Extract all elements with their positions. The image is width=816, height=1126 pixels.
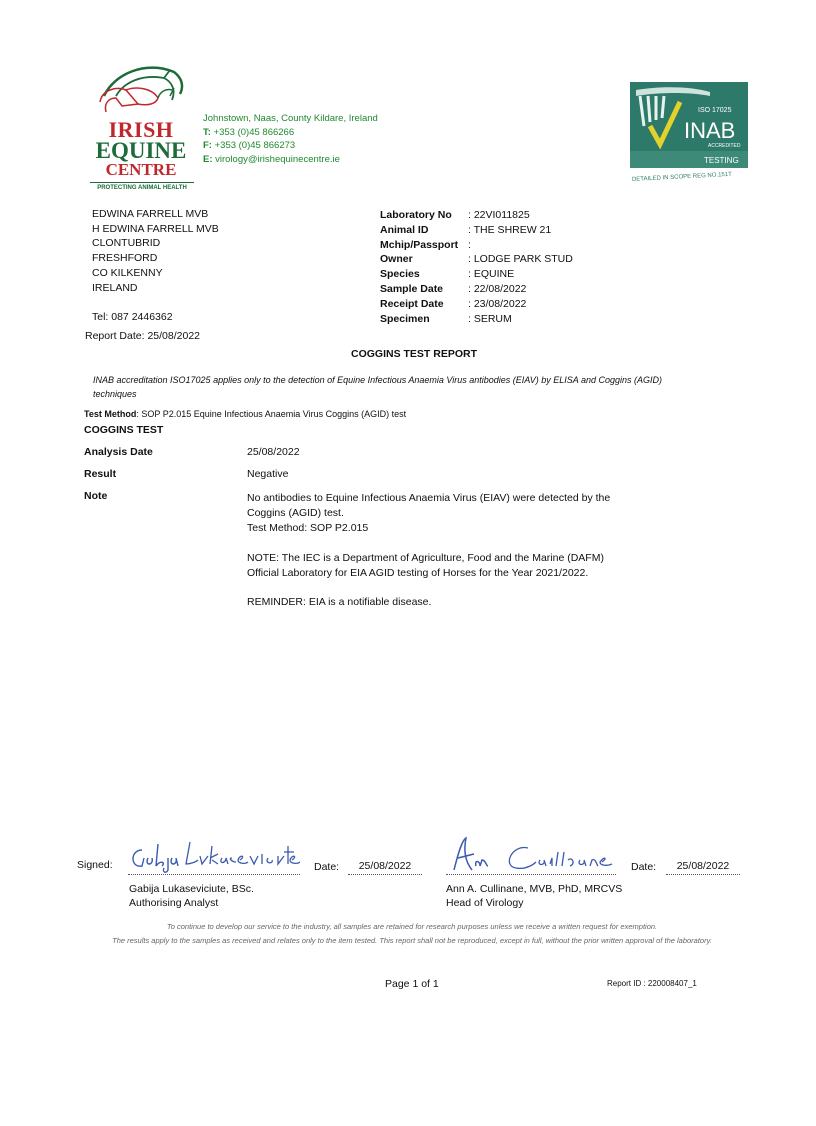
signature-1-line [128, 874, 300, 875]
lab-info-key: Mchip/Passport [380, 238, 459, 251]
date-label-2: Date: [631, 861, 657, 873]
signature-1-name: Gabija Lukaseviciute, BSc. [129, 883, 254, 895]
result-value: Negative [247, 468, 289, 480]
lab-info-value: : SERUM [468, 312, 512, 325]
lab-info-value: : 22VI011825 [468, 209, 530, 221]
report-title: COGGINS TEST REPORT [350, 348, 477, 360]
result-label: Result [84, 468, 117, 480]
disclaimer-line: To continue to develop our service to the industry, all samples are retained for research purposes unless we receive a written request for exemption. [166, 922, 658, 931]
recipient-address [92, 207, 219, 295]
page-number: Page 1 of 1 [385, 978, 439, 990]
tel-label: T: [203, 126, 211, 138]
lab-info-key: Specimen [380, 312, 430, 325]
lab-info-key: Animal ID [380, 223, 429, 236]
lab-info-row [380, 238, 573, 253]
note-label: Note [84, 490, 108, 502]
logo-tagline: PROTECTING ANIMAL HEALTH [90, 182, 194, 191]
address-line: CLONTUBRID [92, 237, 161, 250]
note-paragraph: REMINDER: EIA is a notifiable disease. [247, 596, 432, 609]
lab-info-row [380, 267, 573, 282]
report-id: Report ID : 220008407_1 [607, 979, 697, 988]
email-label: E: [203, 153, 213, 165]
analysis-date-label: Analysis Date [84, 446, 153, 458]
inab-accredited-text: ACCREDITED [708, 143, 741, 149]
lab-info-row [380, 252, 573, 267]
signature-2-role: Head of Virology [446, 897, 524, 909]
inab-iso-text: ISO 17025 [698, 107, 732, 114]
logo-text-irish: IRISH [108, 117, 174, 142]
disclaimer-line: The results apply to the samples as received and relates only to the item tested. This report shall not be reproduced, except in full, without the prior written approval of the laboratory. [112, 936, 712, 945]
footer-disclaimer [110, 920, 714, 948]
inab-accreditation-note: INAB accreditation ISO17025 applies only to the detection of Equine Infectious Anaemia Virus antibodies (EIAV) by ELISA and Coggins (AGID) techniques [93, 375, 662, 399]
lab-info-value: : THE SHREW 21 [468, 223, 552, 236]
lab-info-table [380, 208, 573, 326]
lab-info-value: : EQUINE [468, 268, 515, 281]
inab-testing-text: TESTING [704, 156, 739, 165]
address-line: EDWINA FARRELL MVB [92, 208, 209, 220]
signed-label: Signed: [77, 859, 113, 871]
lab-info-key: Sample Date [380, 282, 444, 295]
signature-1-role: Authorising Analyst [129, 897, 219, 909]
address-line: H EDWINA FARRELL MVB [92, 222, 219, 235]
signature-2-image [446, 834, 616, 874]
inab-accreditation-badge [630, 82, 748, 186]
contact-block [203, 112, 378, 166]
lab-info-row [380, 297, 573, 312]
recipient-tel: Tel: 087 2446362 [92, 311, 173, 323]
signature-1-image [128, 836, 300, 874]
fax-label: F: [203, 140, 212, 151]
lab-info-key: Species [380, 268, 420, 281]
note-body [247, 491, 627, 624]
contact-email[interactable]: virology@irishequinecentre.ie [215, 153, 340, 165]
lab-info-row [380, 282, 573, 297]
lab-info-row [380, 312, 573, 327]
contact-address: Johnstown, Naas, County Kildare, Ireland [203, 113, 378, 124]
lab-info-value: : 22/08/2022 [468, 282, 527, 295]
address-line: CO KILKENNY [92, 266, 163, 279]
lab-info-value: : LODGE PARK STUD [468, 253, 573, 266]
lab-info-row [380, 208, 573, 223]
signature-2-line [446, 874, 616, 875]
section-heading: COGGINS TEST [84, 424, 164, 436]
analysis-date-value: 25/08/2022 [247, 446, 300, 458]
address-line: IRELAND [92, 281, 138, 294]
lab-info-value: : 23/08/2022 [468, 297, 527, 310]
logo-text-centre: CENTRE [105, 160, 177, 179]
inab-scope-text: DETAILED IN SCOPE REG NO.151T [631, 171, 732, 183]
signature-1 [128, 836, 300, 874]
contact-tel: +353 (0)45 866266 [213, 126, 295, 138]
lab-info-key: Laboratory No [380, 209, 452, 221]
test-method-label: Test Method [84, 409, 137, 419]
test-method-value: : SOP P2.015 Equine Infectious Anaemia Virus Coggins (AGID) test [136, 409, 407, 419]
note-paragraph: NOTE: The IEC is a Department of Agriculture, Food and the Marine (DAFM) Official Laboratory for EIA AGID testing of Horses for the Year 2021/2022. [247, 551, 604, 579]
lab-info-value: : [468, 238, 471, 251]
lab-info-key: Owner [380, 253, 413, 266]
signature-2 [446, 834, 616, 874]
test-method [84, 409, 406, 419]
address-line: FRESHFORD [92, 252, 158, 265]
logo-text-equine: EQUINE [95, 138, 187, 163]
signature-2-date: 25/08/2022 [666, 860, 740, 875]
inab-brand-text: INAB [684, 118, 736, 143]
signature-1-date: 25/08/2022 [348, 860, 422, 875]
lab-info-key: Receipt Date [380, 297, 444, 310]
date-label-1: Date: [314, 861, 340, 873]
signature-2-name: Ann A. Cullinane, MVB, PhD, MRCVS [446, 883, 623, 895]
report-date: Report Date: 25/08/2022 [85, 330, 200, 342]
note-paragraph: No antibodies to Equine Infectious Anaemia Virus (EIAV) were detected by the Coggins (AGID) test. Test Method: SOP P2.015 [247, 492, 611, 535]
contact-fax: +353 (0)45 866273 [214, 140, 296, 151]
lab-info-row [380, 223, 573, 238]
